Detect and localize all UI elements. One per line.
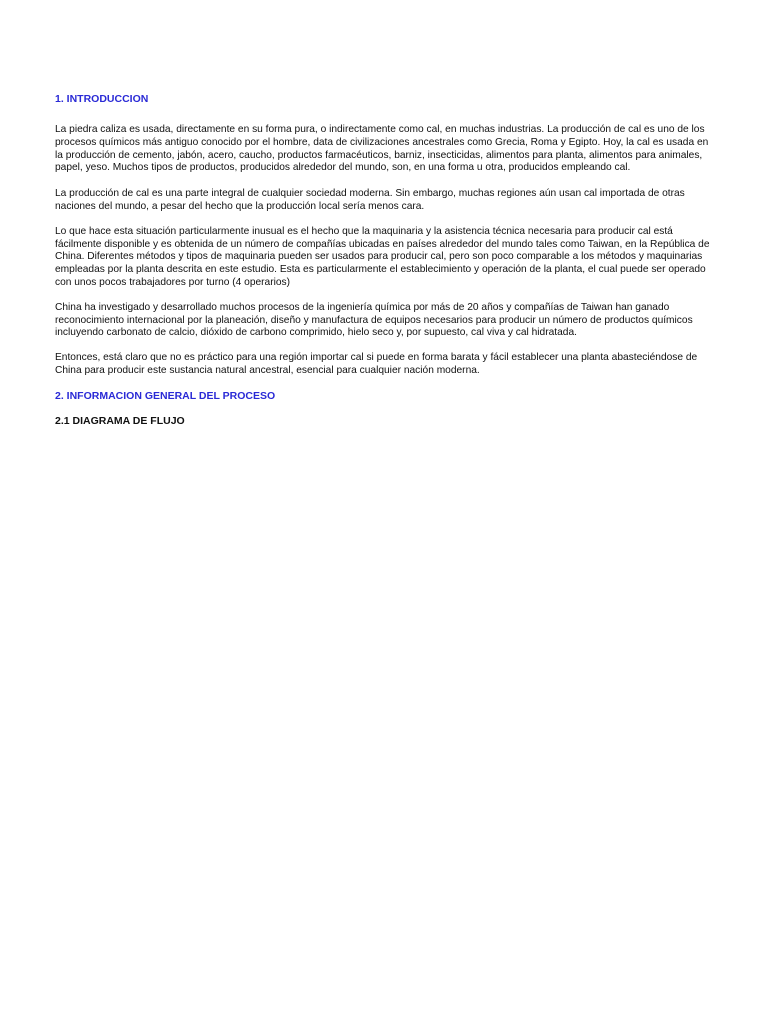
document-page <box>55 90 713 428</box>
paragraph-3: Lo que hace esta situación particularmente inusual es el hecho que la maquinaria y la asistencia técnica necesaria para producir cal está fácilmente disponible y es obtenida de un número de compañías ubicadas en países alrededor del mundo tales como Taiwan, en la República de China. Diferentes métodos y tipos de maquinaria pueden ser usados para producir cal, pero son poco comparable a los métodos y maquinarias empleadas por la planta descrita en este estudio. Esta es particularmente el establecimiento y operación de la planta, el cual puede ser operado con unos pocos trabajadores por turno (4 operarios) <box>55 225 710 288</box>
paragraph-4: China ha investigado y desarrollado muchos procesos de la ingeniería química por más de 20 años y compañías de Taiwan han ganado reconocimiento internacional por la planeación, diseño y manufactura de equipos necesarios para producir un número de productos químicos incluyendo carbonato de calcio, dióxido de carbono comprimido, hielo seco y, por supuesto, cal viva y cal hidratada. <box>55 301 693 339</box>
paragraph-2: La producción de cal es una parte integral de cualquier sociedad moderna. Sin embargo, muchas regiones aún usan cal importada de otras naciones del mundo, a pesar del hecho que la producción local sería menos cara. <box>55 188 685 212</box>
section-heading-informacion-general: 2. INFORMACION GENERAL DEL PROCESO <box>55 389 276 402</box>
paragraph-5: Entonces, está claro que no es práctico para una región importar cal si puede en forma barata y fácil establecer una planta abasteciéndose de China para producir este sustancia natural ancestral, esencial para cualquier nación moderna. <box>55 352 698 376</box>
paragraph-1: La piedra caliza es usada, directamente en su forma pura, o indirectamente como cal, en muchas industrias. La producción de cal es uno de los procesos químicos más antiguo conocido por el hombre, data de civilizaciones ancestrales como Grecia, Roma y Egipto. Hoy, la cal es usada en la producción de cemento, jabón, acero, caucho, productos farmacéuticos, barniz, insecticidas, alimentos para planta, alimentos para animales, papel, yeso. Muchos tipos de productos, producidos alrededor del mundo, son, en una forma u otra, producidos empleando cal. <box>55 124 709 174</box>
section-heading-introduccion: 1. INTRODUCCION <box>55 93 149 105</box>
subsection-heading-diagrama-de-flujo: 2.1 DIAGRAMA DE FLUJO <box>55 414 185 427</box>
